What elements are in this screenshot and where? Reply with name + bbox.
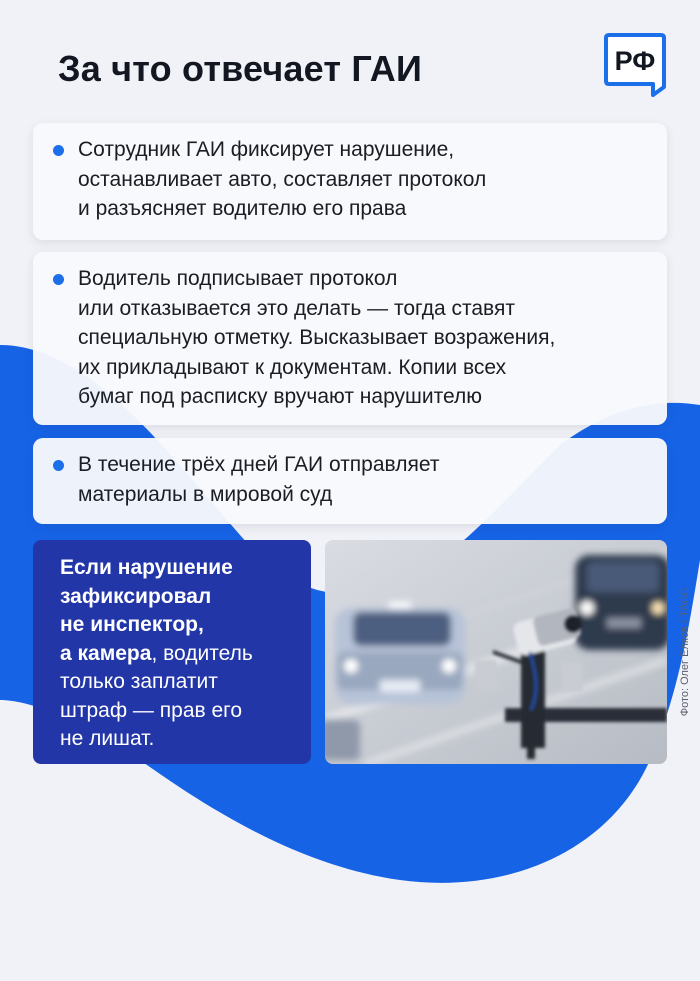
info-card-2: [33, 252, 667, 425]
bullet-dot-icon: [53, 460, 64, 471]
logo-text: РФ: [614, 46, 656, 76]
card-1-line: Сотрудник ГАИ фиксирует нарушение,: [78, 138, 455, 161]
info-card-1: [33, 123, 667, 240]
card-2-line: специальную отметку. Высказывает возражения,: [78, 326, 556, 349]
card-3-line: материалы в мировой суд: [78, 482, 333, 506]
card-1-line: останавливает авто, составляет протокол: [78, 167, 487, 191]
info-card-3: [33, 438, 667, 524]
callout-line: штраф — прав его: [60, 698, 243, 722]
callout-bold-line: а камера: [60, 641, 152, 665]
callout-line: не лишат.: [60, 727, 155, 750]
callout-bold-line: не инспектор,: [60, 613, 204, 636]
photo-credit: Фото: Олег Елков / ТАСС: [679, 587, 691, 717]
card-3-text: [78, 450, 651, 509]
callout-bold-line: зафиксировал: [60, 584, 212, 608]
card-1-line: и разъясняет водителю его права: [78, 197, 407, 220]
page-title: За что отвечает ГАИ: [58, 48, 423, 89]
speech-bubble-logo-icon: [603, 31, 667, 97]
camera-callout-box: [33, 540, 311, 764]
callout-text-after-bold: , водитель: [151, 641, 253, 665]
card-2-line: Водитель подписывает протокол: [78, 267, 398, 290]
traffic-camera-photo: [325, 540, 667, 764]
car-back-shape: [575, 555, 667, 650]
bullet-dot-icon: [53, 274, 64, 285]
car-front-shape: [335, 602, 465, 704]
card-3-line: В течение трёх дней ГАИ отправляет: [78, 453, 440, 476]
callout-bold-line: Если нарушение: [60, 556, 233, 579]
card-2-line: или отказывается это делать — тогда ставят: [78, 296, 515, 320]
card-2-line: их прикладывают к документам. Копии всех: [78, 355, 507, 379]
card-2-line: бумаг под расписку вручают нарушителю: [78, 385, 482, 408]
bullet-dot-icon: [53, 145, 64, 156]
rf-logo: [603, 31, 667, 97]
card-1-text: [78, 135, 651, 224]
card-2-text: [78, 264, 651, 412]
callout-line: только заплатит: [60, 670, 218, 693]
